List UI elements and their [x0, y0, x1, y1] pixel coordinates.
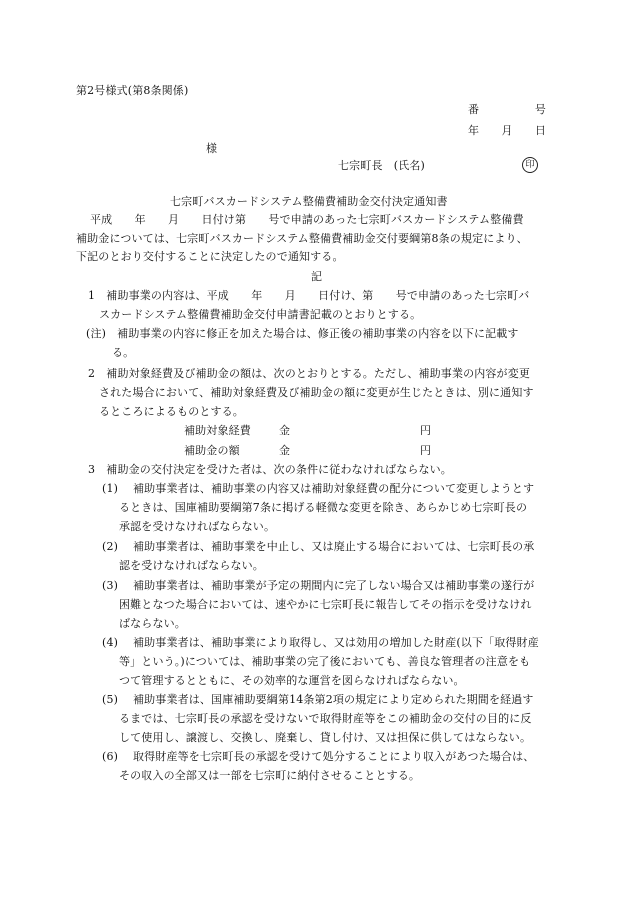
amount-label-eligible: 補助対象経費	[184, 424, 251, 437]
condition-4-line-2: 等」という。)については、補助事業の完了後においても、善良な管理者の注意をも	[119, 655, 531, 668]
condition-5-number: (5)	[102, 693, 119, 706]
amount-unit-subsidy: 円	[420, 444, 432, 457]
condition-3-line-1: 補助事業者は、補助事業が予定の期間内に完了しない場合又は補助事業の遂行が	[133, 579, 535, 592]
sender-line: 七宗町長 (氏名)	[338, 159, 425, 172]
intro-line-1: 平成 年 月 日付け第 号で申請のあった七宗町バスカードシステム整備費	[90, 213, 524, 226]
item-2-line-1: 2 補助対象経費及び補助金の額は、次のとおりとする。ただし、補助事業の内容が変更	[88, 367, 530, 380]
note-line-1: (注) 補助事業の内容に修正を加えた場合は、修正後の補助事業の内容を以下に記載す	[86, 327, 519, 340]
condition-6-number: (6)	[102, 750, 119, 763]
amount-prefix-eligible: 金	[279, 424, 291, 437]
ki-heading: 記	[311, 270, 323, 283]
item-2-line-3: るところによるものとする。	[99, 405, 244, 418]
item-2-line-2: された場合において、補助対象経費及び補助金の額に変更が生じたときは、別に通知す	[99, 386, 534, 399]
condition-6-line-2: その収入の全部又は一部を七宗町に納付させることとする。	[119, 769, 421, 782]
condition-4-number: (4)	[102, 636, 119, 649]
condition-5-line-3: して使用し、譲渡し、交換し、廃棄し、貸し付け、又は担保に供してはならない。	[119, 731, 532, 744]
condition-2-number: (2)	[102, 540, 119, 553]
condition-1-line-1: 補助事業者は、補助事業の内容又は補助対象経費の配分について変更しようとす	[133, 482, 535, 495]
document-number-line: 番 号	[468, 103, 547, 116]
form-label: 第2号様式(第8条関係)	[76, 84, 189, 97]
condition-5-line-2: るまでは、七宗町長の承認を受けないで取得財産等をこの補助金の交付の目的に反	[119, 712, 532, 725]
intro-line-3: 下記のとおり交付することに決定したので通知する。	[76, 250, 344, 263]
condition-2-line-1: 補助事業者は、補助事業を中止し、又は廃止する場合においては、七宗町長の承	[133, 540, 535, 553]
condition-1-line-3: 承認を受けなければならない。	[119, 520, 276, 533]
seal-mark: 印	[522, 157, 538, 173]
amount-label-subsidy: 補助金の額	[184, 444, 240, 457]
condition-1-line-2: るときは、国庫補助要綱第7条に掲げる軽微な変更を除き、あらかじめ七宗町長の	[119, 501, 528, 514]
condition-2-line-2: 認を受けなければならない。	[119, 559, 264, 572]
addressee-line: 様	[206, 142, 218, 155]
condition-3-line-2: 困難となつた場合においては、速やかに七宗町長に報告してその指示を受けなけれ	[119, 598, 532, 611]
condition-1-number: (1)	[102, 482, 119, 495]
note-line-2: る。	[112, 346, 135, 359]
amount-prefix-subsidy: 金	[279, 444, 291, 457]
item-1-line-1: 1 補助事業の内容は、平成 年 月 日付け、第 号で申請のあった七宗町バ	[88, 289, 530, 302]
item-3-line: 3 補助金の交付決定を受けた者は、次の条件に従わなければならない。	[88, 463, 452, 476]
condition-5-line-1: 補助事業者は、国庫補助要綱第14条第2項の規定により定められた期間を経過す	[133, 693, 534, 706]
condition-3-number: (3)	[102, 579, 119, 592]
condition-3-line-3: ばならない。	[119, 617, 186, 630]
document-date-line: 年 月 日	[468, 124, 547, 137]
item-1-line-2: スカードシステム整備費補助金交付申請書記載のとおりとする。	[99, 308, 422, 321]
document-title: 七宗町バスカードシステム整備費補助金交付決定通知書	[170, 195, 448, 208]
condition-6-line-1: 取得財産等を七宗町長の承認を受けて処分することにより収入があつた場合は、	[133, 750, 535, 763]
condition-4-line-1: 補助事業者は、補助事業により取得し、又は効用の増加した財産(以下「取得財産	[133, 636, 539, 649]
amount-unit-eligible: 円	[420, 424, 432, 437]
condition-4-line-3: つて管理するとともに、その効率的な運営を図らなければならない。	[119, 674, 465, 687]
intro-line-2: 補助金については、七宗町バスカードシステム整備費補助金交付要綱第8条の規定により、	[76, 232, 528, 245]
